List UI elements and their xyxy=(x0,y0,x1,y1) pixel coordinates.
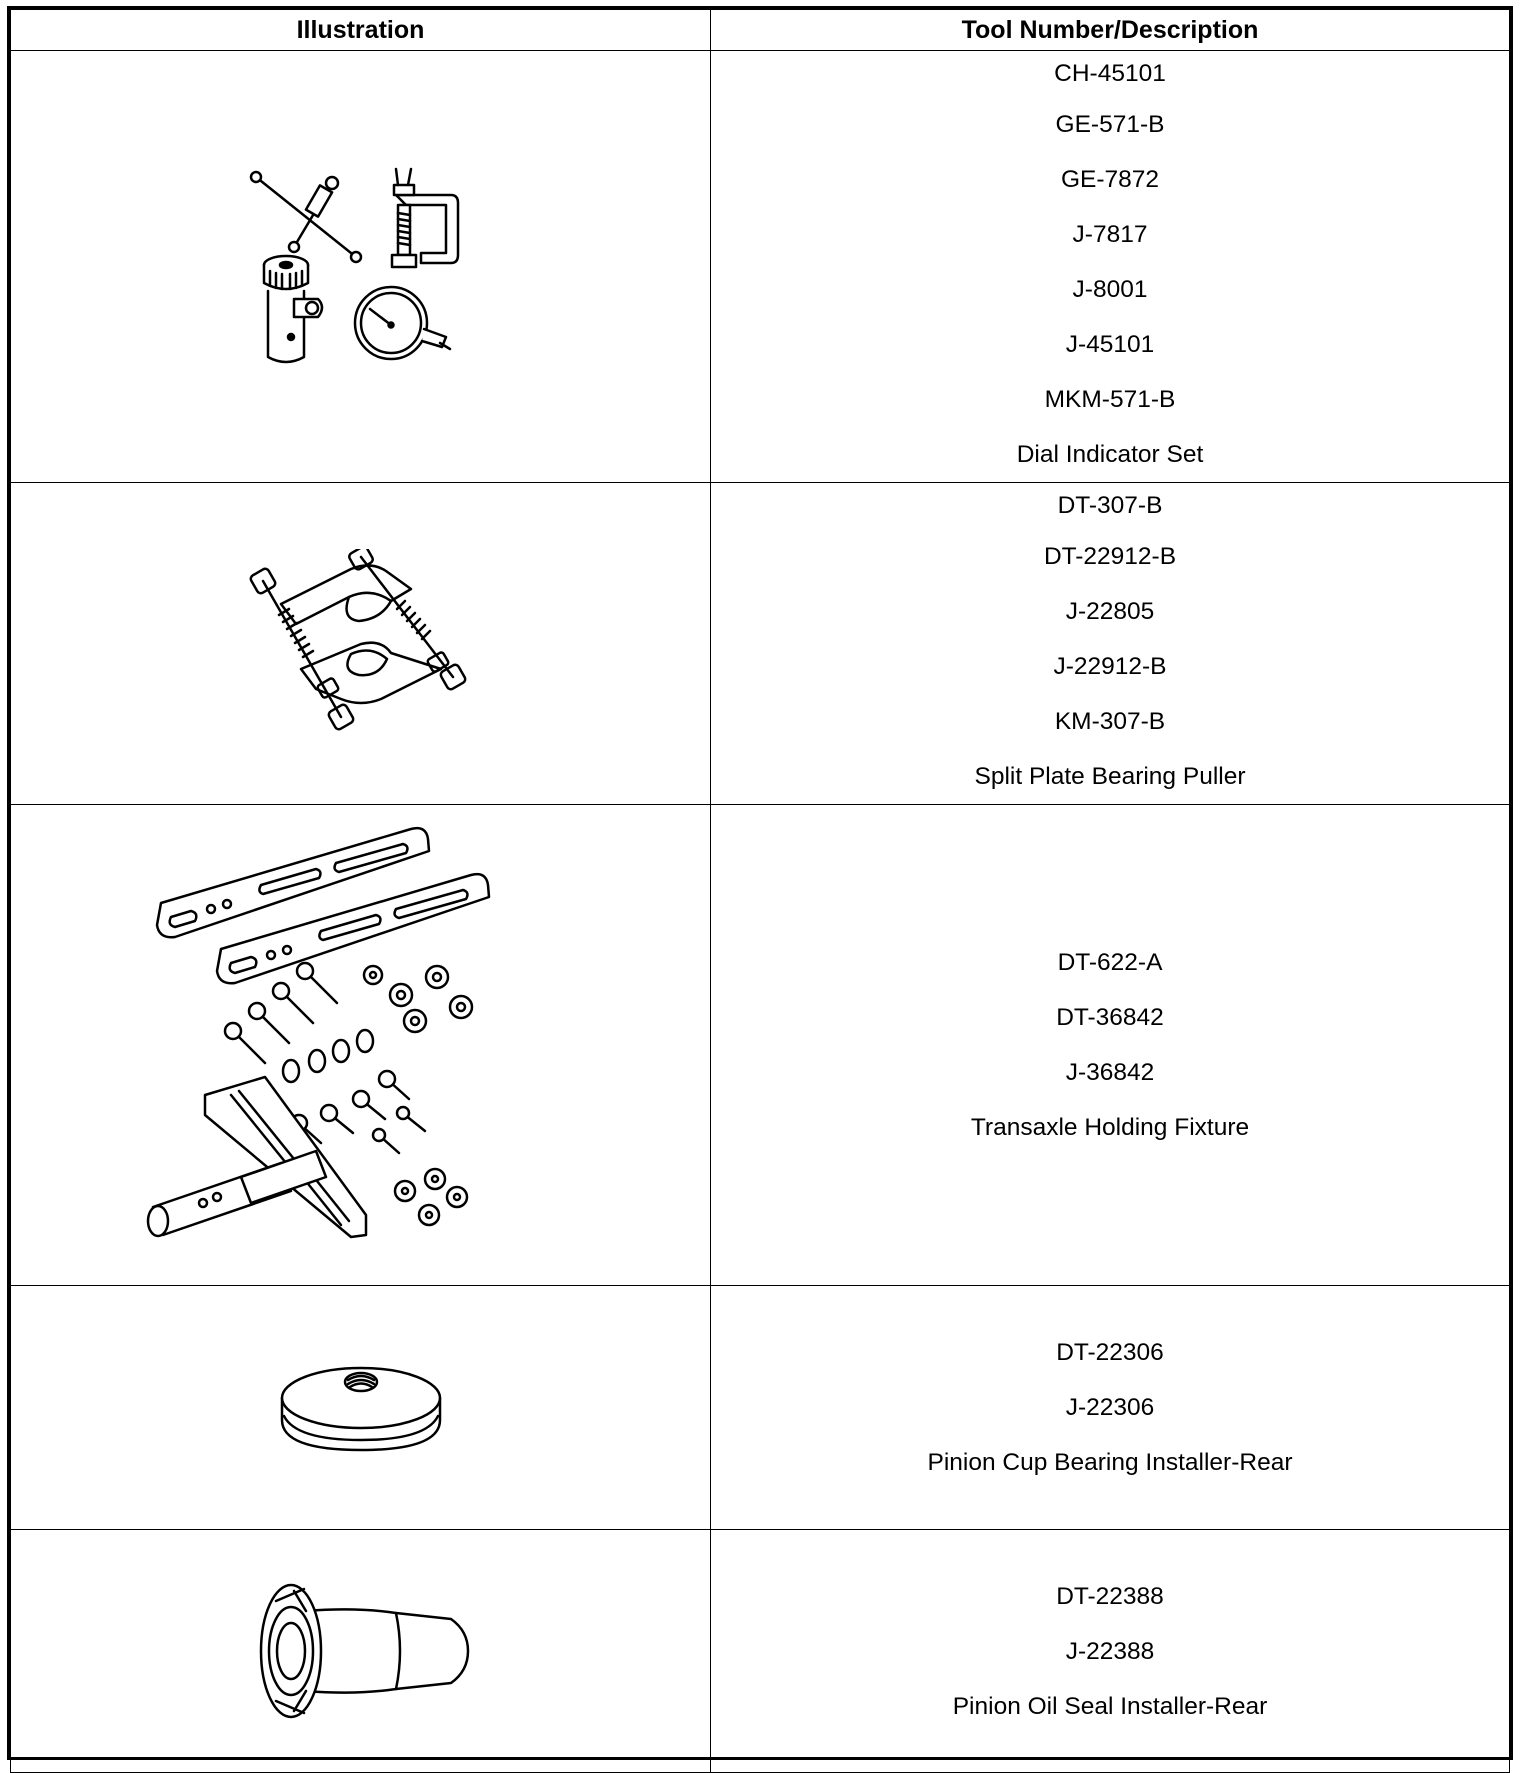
tool-description-cell xyxy=(711,1286,1510,1530)
special-tools-table xyxy=(10,9,1510,1773)
special-tools-table-frame xyxy=(7,6,1513,1760)
header-tool-number-description: Tool Number/Description xyxy=(711,10,1510,51)
tool-number: DT-22388 xyxy=(1056,1582,1164,1610)
tool-description: Split Plate Bearing Puller xyxy=(974,763,1246,790)
table-row xyxy=(11,1530,1510,1773)
tool-description: Dial Indicator Set xyxy=(1016,441,1204,468)
illustration-cell xyxy=(11,1286,711,1530)
table-row xyxy=(11,805,1510,1286)
tool-number: MKM-571-B xyxy=(1044,386,1176,413)
tool-number: J-22912-B xyxy=(1053,653,1167,680)
tool-description: Transaxle Holding Fixture xyxy=(970,1114,1250,1141)
tool-number: CH-45101 xyxy=(1054,60,1166,87)
table-header-row xyxy=(11,10,1510,51)
tool-number: GE-571-B xyxy=(1055,111,1165,138)
tool-number: KM-307-B xyxy=(1054,708,1166,735)
illustration-cell xyxy=(11,805,711,1286)
transaxle-holding-fixture-icon xyxy=(141,825,581,1265)
dial-indicator-set-icon xyxy=(246,157,476,377)
tool-number: J-36842 xyxy=(1065,1059,1155,1086)
table-row xyxy=(11,51,1510,483)
tool-description-cell xyxy=(711,483,1510,805)
tool-number: DT-36842 xyxy=(1056,1004,1164,1031)
table-row xyxy=(11,1286,1510,1530)
tool-number: J-22388 xyxy=(1065,1637,1155,1665)
split-plate-bearing-puller-icon xyxy=(241,549,481,739)
tool-number: GE-7872 xyxy=(1060,166,1160,193)
tool-number: DT-622-A xyxy=(1057,949,1163,976)
illustration-cell xyxy=(11,483,711,805)
pinion-oil-seal-installer-icon xyxy=(246,1581,476,1721)
tool-description-cell xyxy=(711,51,1510,483)
tool-description-cell xyxy=(711,805,1510,1286)
tool-description: Pinion Cup Bearing Installer-Rear xyxy=(927,1449,1293,1476)
tool-number: J-45101 xyxy=(1065,331,1155,358)
illustration-cell xyxy=(11,51,711,483)
tool-number: DT-22306 xyxy=(1056,1339,1164,1366)
tool-number: J-22805 xyxy=(1065,598,1155,625)
tool-number: J-7817 xyxy=(1072,221,1148,248)
pinion-cup-bearing-installer-icon xyxy=(276,1358,446,1458)
tool-number: J-22306 xyxy=(1065,1394,1155,1421)
table-row xyxy=(11,483,1510,805)
illustration-cell xyxy=(11,1530,711,1773)
header-illustration: Illustration xyxy=(11,10,711,51)
tool-number: DT-22912-B xyxy=(1043,543,1177,570)
tool-description: Pinion Oil Seal Installer-Rear xyxy=(952,1692,1268,1720)
tool-number: DT-307-B xyxy=(1057,492,1163,519)
tool-description-cell xyxy=(711,1530,1510,1773)
tool-number: J-8001 xyxy=(1072,276,1148,303)
